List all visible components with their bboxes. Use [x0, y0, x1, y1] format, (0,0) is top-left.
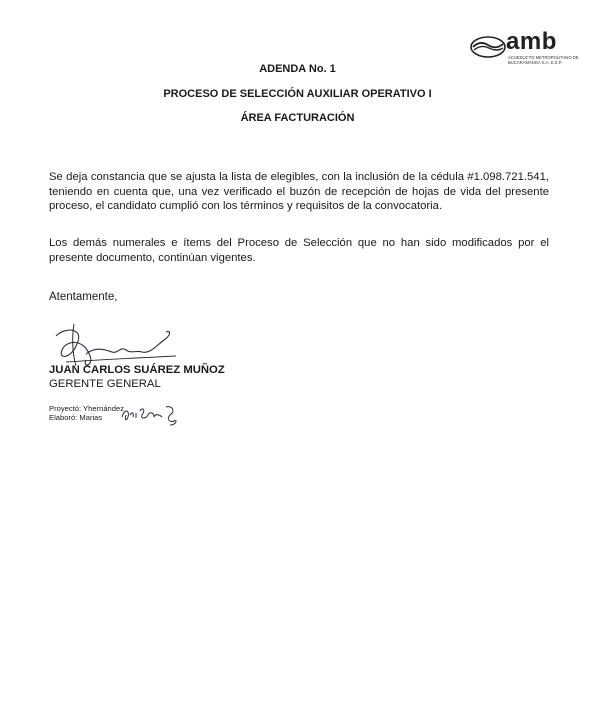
- signer-name: JUAN CARLOS SUÁREZ MUÑOZ: [49, 364, 225, 376]
- body-paragraph-1: Se deja constancia que se ajusta la lista de elegibles, con la inclusión de la cédula #1.098.721.541, teniendo en cuenta que, una vez verificado el buzón de recepción de hojas de vida del presente proceso, el candidato cumplió con los términos y requisitos de la convocatoria.: [49, 171, 549, 212]
- logo-wordmark: amb: [506, 28, 557, 55]
- projected-by: Proyectó: Yhernández: [49, 404, 125, 413]
- signer-title: GERENTE GENERAL: [49, 378, 161, 390]
- process-heading: PROCESO DE SELECCIÓN AUXILIAR OPERATIVO I: [163, 88, 432, 100]
- logo-subtitle: ACUEDUCTO METROPOLITANO DE BUCARAMANGA S.A. E.S.P.: [508, 55, 579, 65]
- body-paragraph-2: Los demás numerales e ítems del Proceso de Selección que no han sido modificados por el presente documento, continúan vigentes.: [49, 237, 549, 264]
- elaborated-by: Elaboró: Marias: [49, 413, 103, 422]
- handwritten-initials: [120, 403, 182, 427]
- logo-wave-icon: [470, 34, 506, 60]
- closing-salutation: Atentamente,: [49, 291, 118, 303]
- document-title: ADENDA No. 1: [259, 63, 336, 75]
- amb-logo: [470, 30, 582, 66]
- area-heading: ÁREA FACTURACIÓN: [240, 112, 355, 124]
